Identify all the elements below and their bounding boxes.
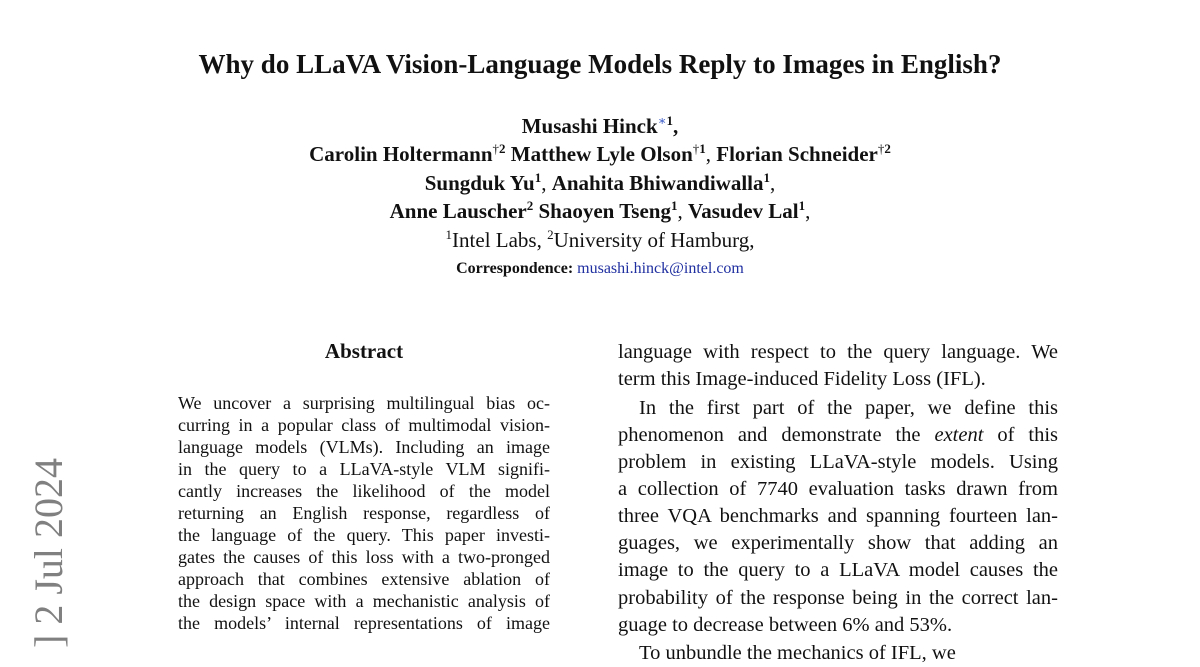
affiliations xyxy=(0,226,1200,254)
author-name: Vasudev Lal xyxy=(687,199,799,223)
abstract-line: approach that combines extensive ablation of xyxy=(178,569,550,589)
arxiv-date-stamp: ] 2 Jul 2024 xyxy=(26,458,71,648)
body-line: a collection of 7740 evaluation tasks drawn from xyxy=(618,478,1058,500)
author-separator: , xyxy=(541,171,552,195)
author-line-4 xyxy=(0,197,1200,225)
author-affiliation-sup: 1 xyxy=(763,170,771,185)
affiliation-name: Intel Labs, xyxy=(452,228,548,252)
author-name: Sungduk Yu xyxy=(424,171,535,195)
correspondence-email-link[interactable]: musashi.hinck@intel.com xyxy=(577,260,744,277)
author-name: Musashi Hinck xyxy=(521,114,658,138)
author-affiliation-sup: 2 xyxy=(499,141,506,156)
body-text: phenomenon and demonstrate the xyxy=(618,424,935,446)
body-line: term this Image-induced Fidelity Loss (IFL). xyxy=(618,368,986,390)
abstract-line: curring in a popular class of multimodal vision- xyxy=(178,415,550,435)
affiliation-sup: 1 xyxy=(445,227,453,242)
author-affiliation-sup: 2 xyxy=(526,198,534,213)
author-name: Anahita Bhiwandiwalla xyxy=(551,171,764,195)
body-line: problem in existing LLaVA-style models. Using xyxy=(618,451,1058,473)
author-line-2 xyxy=(0,140,1200,168)
body-line xyxy=(618,422,1058,449)
abstract-line: We uncover a surprising multilingual bias oc- xyxy=(178,393,550,413)
abstract-line: cantly increases the likelihood of the model xyxy=(178,481,550,501)
author-name: Shaoyen Tseng xyxy=(533,199,671,223)
author-affiliation-sup: 1 xyxy=(670,198,678,213)
body-line: probability of the response being in the correct lan- xyxy=(618,587,1058,609)
author-affiliation-sup: 1 xyxy=(699,141,706,156)
body-line: In the first part of the paper, we define this xyxy=(639,397,1058,419)
author-footnote-mark: † xyxy=(492,141,500,156)
body-line: To unbundle the mechanics of IFL, we xyxy=(639,642,956,664)
abstract-line: returning an English response, regardless of xyxy=(178,503,550,523)
body-line: guage to decrease between 6% and 53%. xyxy=(618,614,953,636)
correspondence xyxy=(0,258,1200,280)
author-footnote-mark: ∗ xyxy=(657,113,667,128)
author-separator: , xyxy=(673,114,679,138)
body-line: image to the query to a LLaVA model causes the xyxy=(618,559,1058,581)
author-line-1 xyxy=(0,112,1200,140)
author-line-3 xyxy=(0,169,1200,197)
emphasis-text: extent xyxy=(934,424,984,446)
abstract-line: gates the causes of this loss with a two-pronged xyxy=(178,547,550,567)
abstract-heading: Abstract xyxy=(324,339,404,363)
body-line: guages, we experimentally show that adding an xyxy=(618,532,1058,554)
author-affiliation-sup: 1 xyxy=(798,198,806,213)
author-separator: , xyxy=(770,171,776,195)
author-name: Matthew Lyle Olson xyxy=(505,142,693,166)
body-text: of this xyxy=(983,424,1058,446)
author-affiliation-sup: 2 xyxy=(884,141,891,156)
body-line: language with respect to the query language. We xyxy=(618,341,1058,363)
author-footnote-mark: † xyxy=(692,141,700,156)
abstract-line: in the query to a LLaVA-style VLM signifi- xyxy=(178,459,550,479)
paper-title: Why do LLaVA Vision-Language Models Reply to Images in English? xyxy=(198,49,1002,79)
body-line: three VQA benchmarks and spanning fourteen lan- xyxy=(618,505,1058,527)
abstract-line: the language of the query. This paper investi- xyxy=(178,525,550,545)
affiliation-sup: 2 xyxy=(547,227,554,242)
author-name: Anne Lauscher xyxy=(389,199,527,223)
author-separator: , xyxy=(805,199,811,223)
author-affiliation-sup: 1 xyxy=(666,113,674,128)
author-affiliation-sup: 1 xyxy=(534,170,542,185)
author-separator: , xyxy=(705,142,717,166)
abstract-line: the design space with a mechanistic analysis of xyxy=(178,591,550,611)
affiliation-name: University of Hamburg, xyxy=(553,228,755,252)
abstract-line: language models (VLMs). Including an image xyxy=(178,437,550,457)
author-name: Carolin Holtermann xyxy=(309,142,493,166)
author-footnote-mark: † xyxy=(877,141,885,156)
correspondence-label: Correspondence: xyxy=(456,260,574,277)
author-separator: , xyxy=(677,199,688,223)
author-name: Florian Schneider xyxy=(716,142,878,166)
abstract-line: the models’ internal representations of image xyxy=(178,613,550,633)
